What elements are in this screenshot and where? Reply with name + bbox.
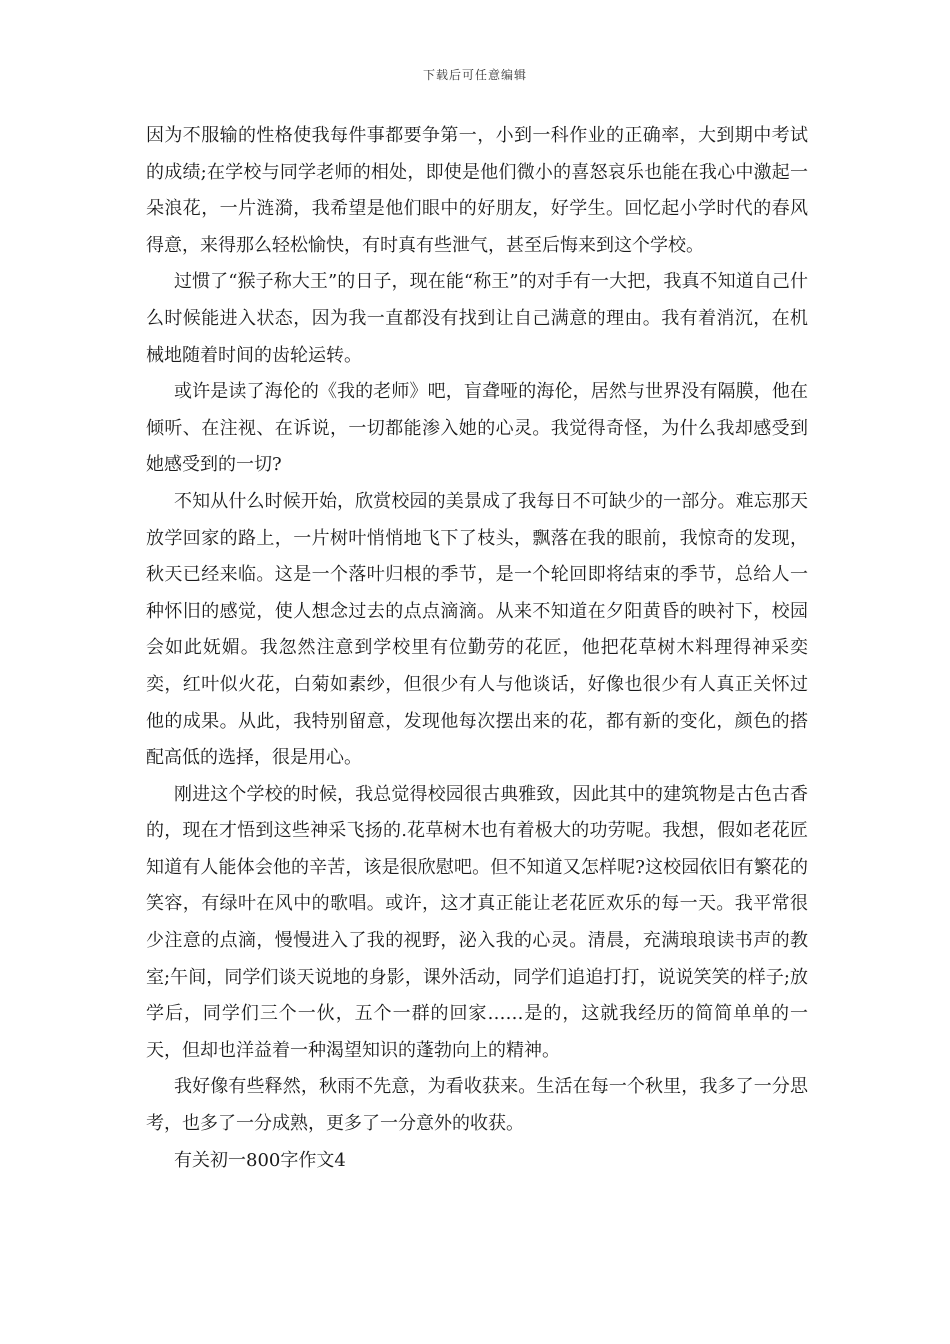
paragraph-1: 因为不服输的性格使我每件事都要争第一，小到一科作业的正确率，大到期中考试的成绩;在学校与同学老师的相处，即使是他们微小的喜怒哀乐也能在我心中激起一朵浪花，一片涟漪，我希望是他们眼中的好朋友，好学生。回忆起小学时代的春风得意，来得那么轻松愉快，有时真有些泄气，甚至后悔来到这个学校。 [146, 125, 808, 256]
page-header: 下载后可任意编辑 [422, 68, 527, 82]
paragraph-5: 刚进这个学校的时候，我总觉得校园很古典雅致，因此其中的建筑物是古色古香的，现在才悟到这些神采飞扬的.花草树木也有着极大的功劳呢。我想，假如老花匠知道有人能体会他的辛苦，该是很欣慰吧。但不知道又怎样呢?这校园依旧有繁花的笑容，有绿叶在风中的歌唱。或许，这才真正能让老花匠欢乐的每一天。我平常很少注意的点滴，慢慢进入了我的视野，泌入我的心灵。清晨，充满琅琅读书声的教室;午间，同学们谈天说地的身影，课外活动，同学们追追打打，说说笑笑的样子;放学后，同学们三个一伙，五个一群的回家……是的，这就我经历的简简单单的一天，但却也洋益着一种渴望知识的蓬勃向上的精神。 [146, 783, 809, 1061]
paragraph-3: 或许是读了海伦的《我的老师》吧，盲聋哑的海伦，居然与世界没有隔膜，他在倾听、在注视、在诉说，一切都能渗入她的心灵。我觉得奇怪，为什么我却感受到她感受到的一切? [146, 381, 808, 476]
section-title: 有关初一800字作文4 [174, 1149, 346, 1171]
paragraph-4: 不知从什么时候开始，欣赏校园的美景成了我每日不可缺少的一部分。难忘那天放学回家的路上，一片树叶悄悄地飞下了枝头，飘落在我的眼前，我惊奇的发现，秋天已经来临。这是一个落叶归根的季节，是一个轮回即将结束的季节，总给人一种怀旧的感觉，使人想念过去的点点滴滴。从来不知道在夕阳黄昏的映衬下，校园会如此妩媚。我忽然注意到学校里有位勤劳的花匠，他把花草树木料理得神采奕奕，红叶似火花，白菊如素纱，但很少有人与他谈话，好像也很少有人真正关怀过他的成果。从此，我特别留意，发现他每次摆出来的花，都有新的变化，颜色的搭配高低的选择，很是用心。 [146, 490, 808, 769]
paragraph-2: 过惯了“猴子称大王”的日子，现在能“称王”的对手有一大把，我真不知道自己什么时候能进入状态，因为我一直都没有找到让自己满意的理由。我有着消沉，在机械地随着时间的齿轮运转。 [146, 271, 808, 366]
document-body [146, 118, 808, 1179]
paragraph-6: 我好像有些释然，秋雨不先意，为看收获来。生活在每一个秋里，我多了一分思考，也多了一分成熟，更多了一分意外的收获。 [146, 1076, 808, 1135]
